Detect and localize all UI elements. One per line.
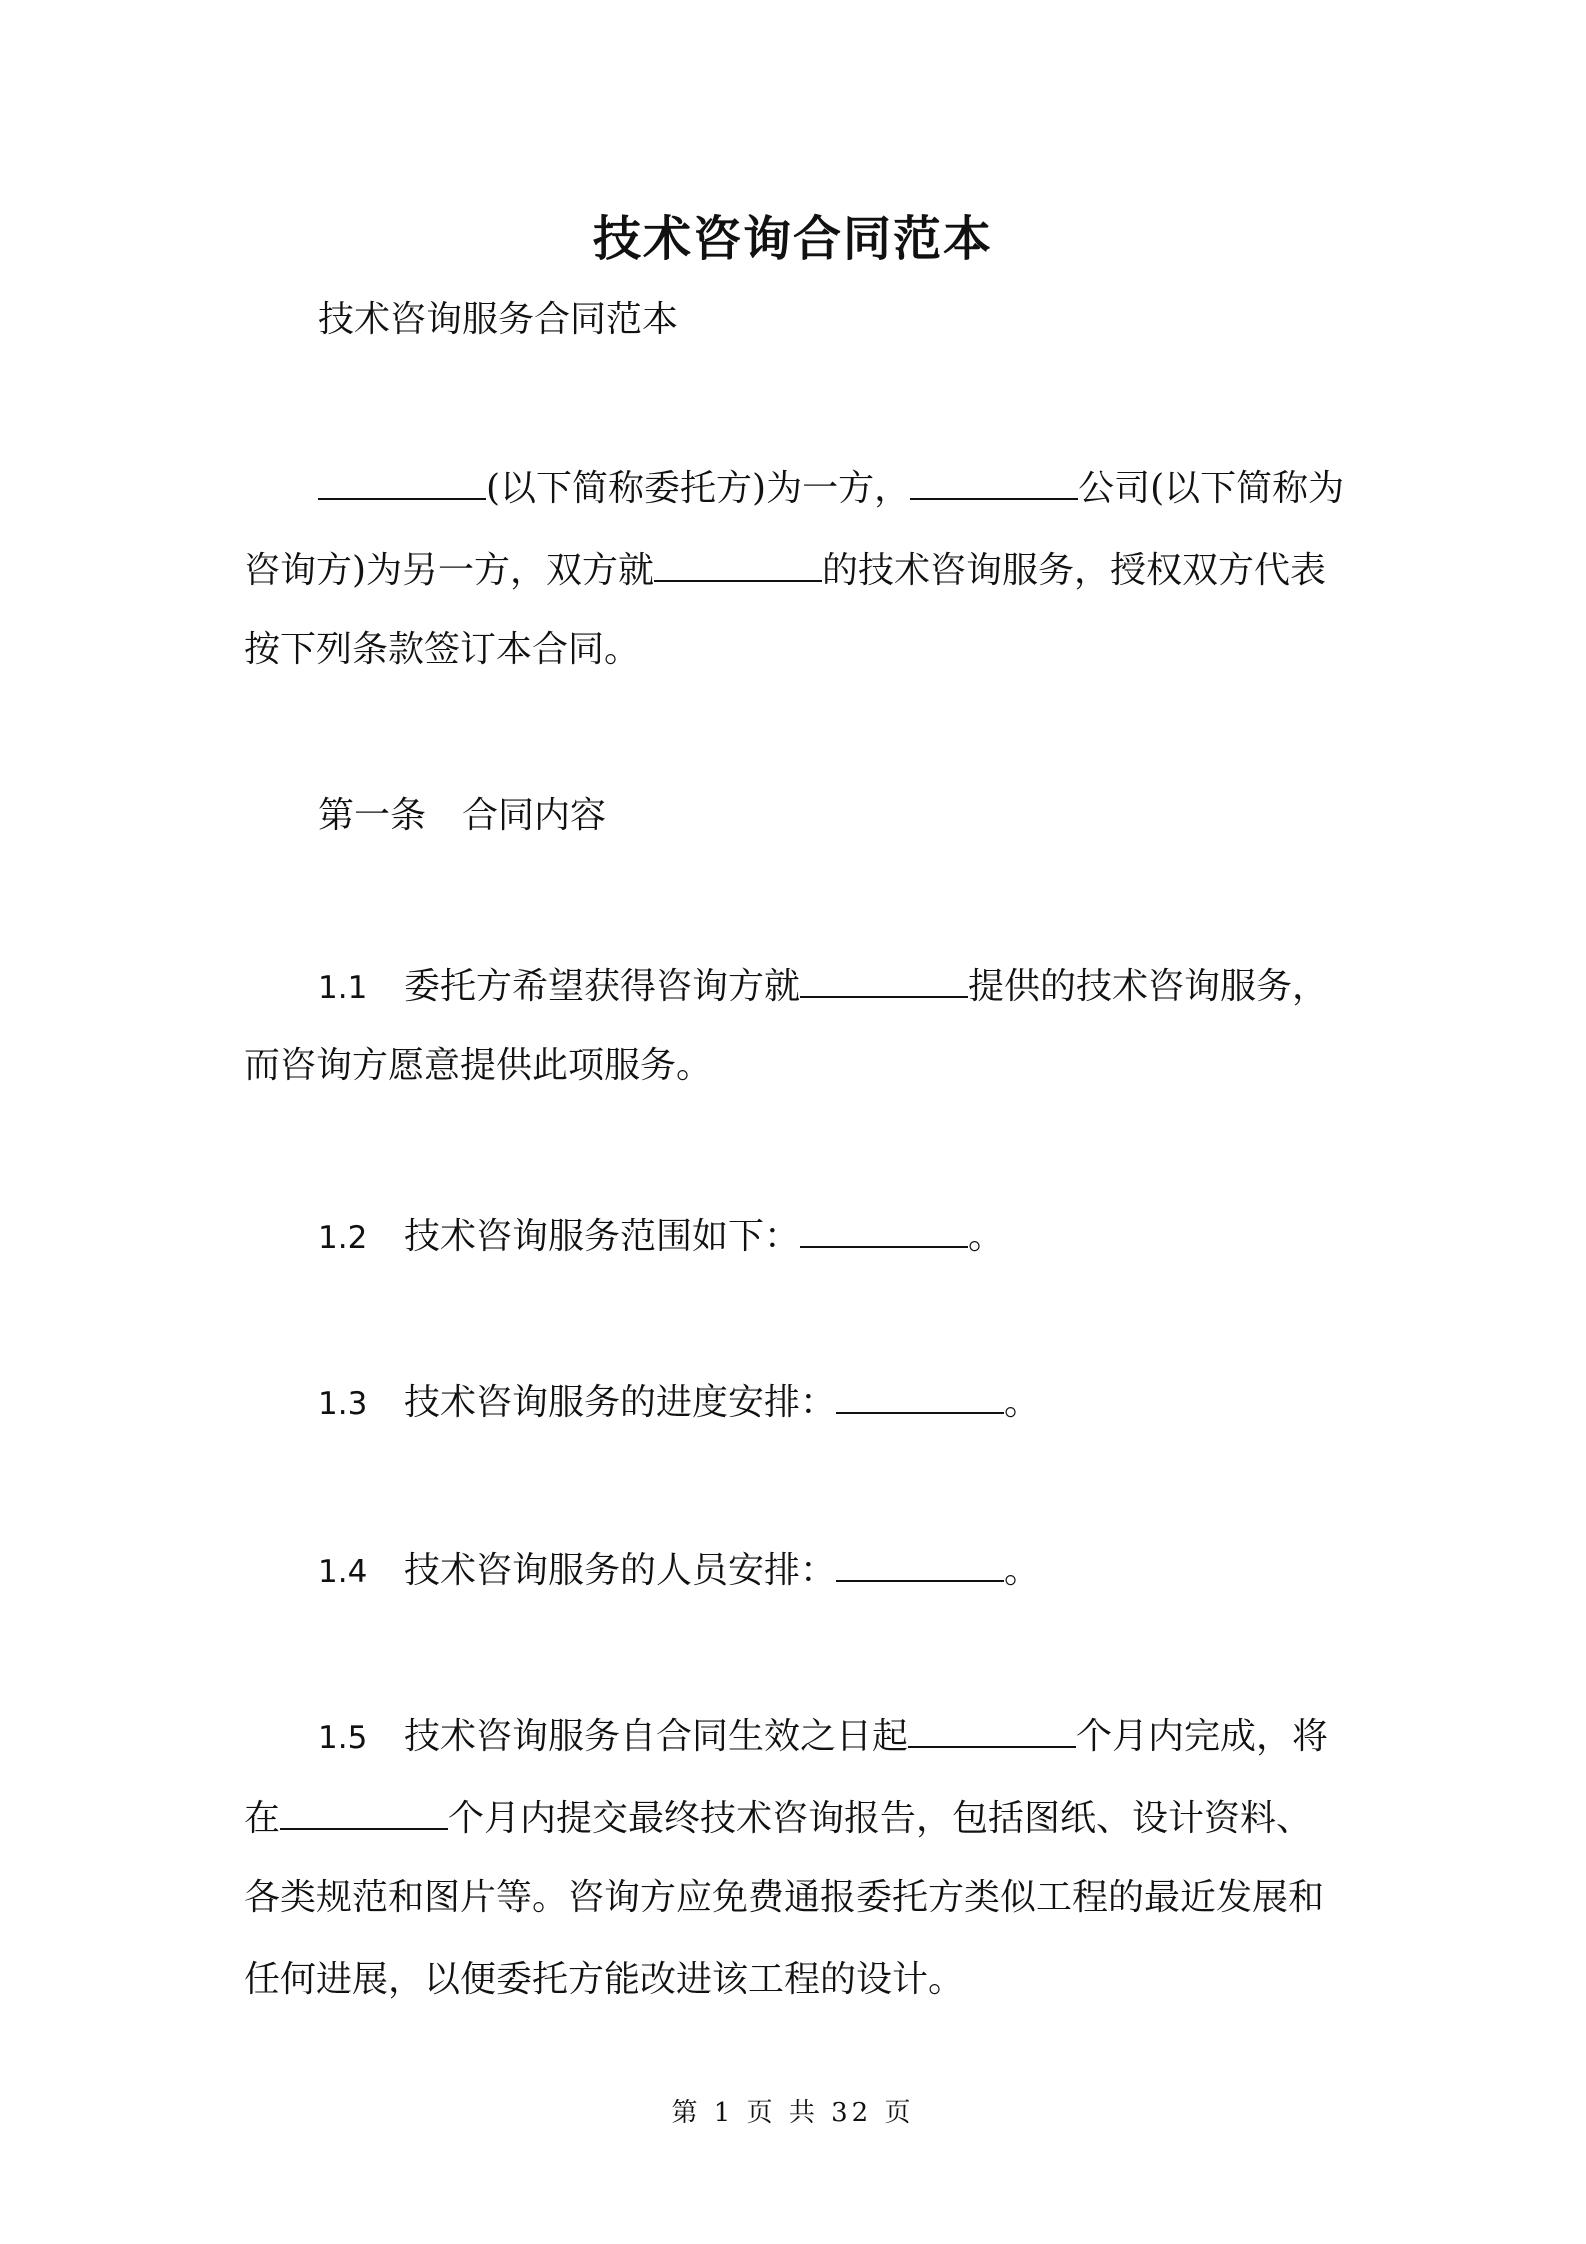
clause-number: 1.3 xyxy=(318,1386,368,1422)
blank-field xyxy=(836,1378,1004,1414)
clause-1-5-line-2: 在 个月内提交最终技术咨询报告，包括图纸、设计资料、 xyxy=(244,1794,1312,1841)
clause-number: 1.1 xyxy=(318,970,368,1006)
clause-1-5-line-3: 各类规范和图片等。咨询方应免费通报委托方类似工程的最近发展和 xyxy=(244,1877,1325,1918)
clause-1-1-line-1: 1.1 委托方希望获得咨询方就 提供的技术咨询服务， xyxy=(318,962,1328,1010)
clause-1-3: 1.3 技术咨询服务的进度安排： 。 xyxy=(318,1378,1040,1426)
blank-field xyxy=(800,1212,968,1248)
blank-field xyxy=(908,1712,1076,1748)
clause-1-4: 1.4 技术咨询服务的人员安排： 。 xyxy=(318,1546,1040,1594)
clause-1-5-line-1: 1.5 技术咨询服务自合同生效之日起 个月内完成，将 xyxy=(318,1712,1328,1760)
blank-field xyxy=(318,464,486,500)
blank-field xyxy=(280,1794,448,1830)
intro-line-2: 咨询方)为另一方，双方就 的技术咨询服务，授权双方代表 xyxy=(244,546,1326,593)
clause-1-5-line-4: 任何进展，以便委托方能改进该工程的设计。 xyxy=(244,1959,965,2000)
clause-1-1-line-2: 而咨询方愿意提供此项服务。 xyxy=(244,1045,713,1086)
clause-number: 1.5 xyxy=(318,1720,368,1756)
blank-field xyxy=(800,962,968,998)
blank-field xyxy=(836,1546,1004,1582)
intro-line-1: (以下简称委托方)为一方， 公司(以下简称为 xyxy=(318,464,1344,511)
article-1-heading: 第一条 合同内容 xyxy=(318,795,607,836)
blank-field xyxy=(910,464,1078,500)
clause-1-2: 1.2 技术咨询服务范围如下： 。 xyxy=(318,1212,1004,1260)
clause-number: 1.4 xyxy=(318,1554,368,1590)
document-subtitle: 技术咨询服务合同范本 xyxy=(318,299,679,340)
clause-number: 1.2 xyxy=(318,1220,368,1256)
page-footer: 第 1 页 共 32 页 xyxy=(671,2098,915,2128)
blank-field xyxy=(654,546,822,582)
document-title: 技术咨询合同范本 xyxy=(592,211,993,267)
intro-line-3: 按下列条款签订本合同。 xyxy=(244,629,641,670)
